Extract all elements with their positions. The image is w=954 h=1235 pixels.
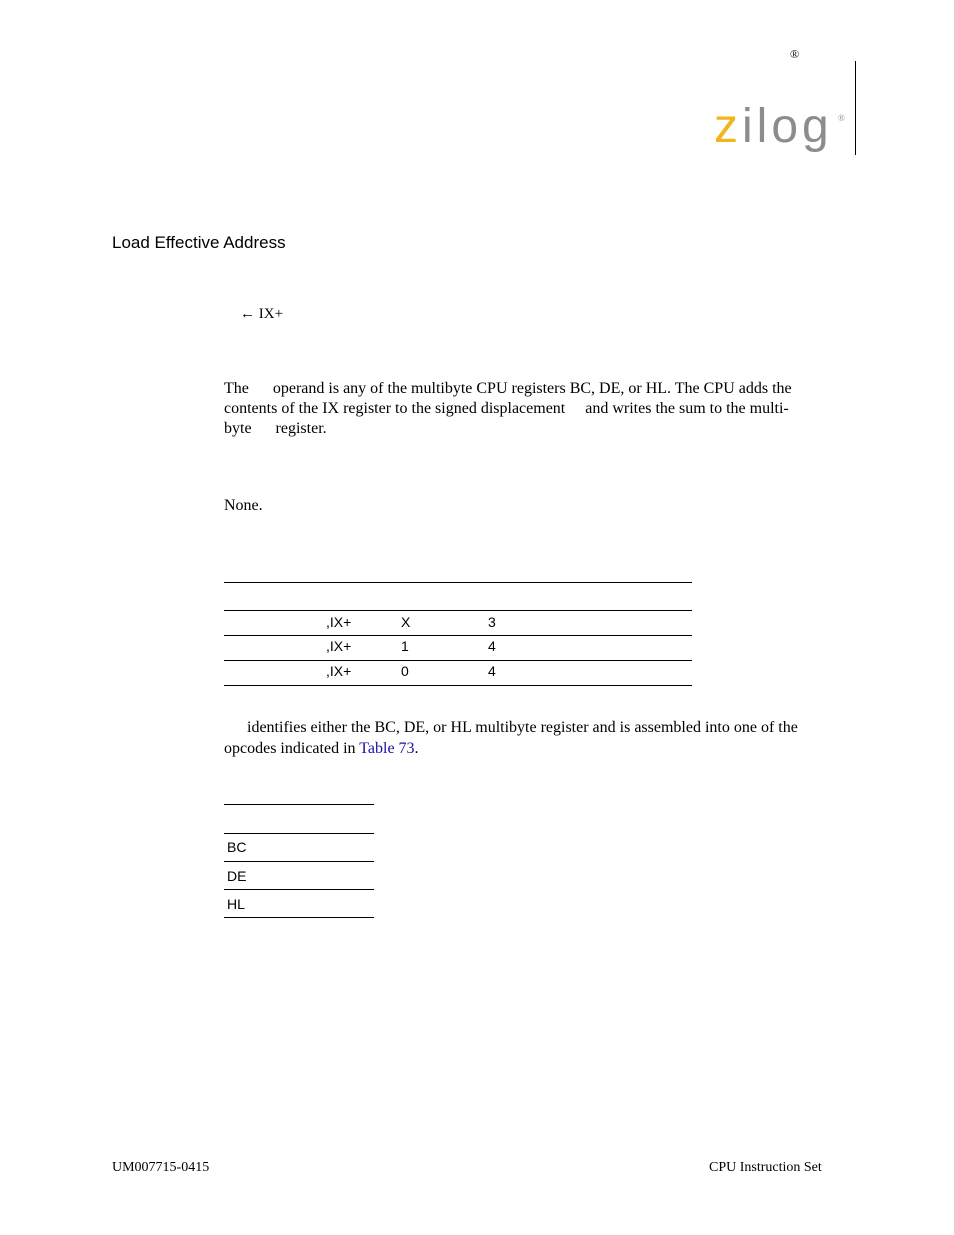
footer-doc-id: UM007715-0415 (112, 1160, 210, 1175)
registered-mark: ® (790, 47, 800, 61)
table-cell-operand: ,IX+ (326, 614, 352, 630)
note-line-2 (224, 739, 419, 759)
operation-expression: ← IX+ (240, 306, 284, 322)
description-line-3: byte register. (224, 420, 327, 437)
table-cell-cycles: 3 (488, 614, 496, 630)
table-cell-adl: 0 (401, 663, 409, 679)
table-cell-adl: X (401, 614, 411, 630)
table-rule (224, 610, 692, 611)
table-rule (224, 804, 374, 805)
table-rule (224, 917, 374, 918)
note-prefix: opcodes indicated in (224, 740, 360, 757)
table-cell-operand: ,IX+ (326, 663, 352, 679)
description-line-2: contents of the IX register to the signed displacement and writes the sum to the multi- (224, 400, 789, 417)
note-line-1: identifies either the BC, DE, or HL multibyte register and is assembled into one of the (247, 719, 798, 736)
description-line-1: The operand is any of the multibyte CPU registers BC, DE, or HL. The CPU adds the (224, 380, 792, 397)
table-rule (224, 861, 374, 862)
table-cell-cycles: 4 (488, 638, 496, 654)
register-cell: BC (227, 839, 247, 855)
logo-first-letter: z (714, 100, 742, 153)
table-cell-adl: 1 (401, 638, 409, 654)
table-73-link[interactable]: Table 73 (359, 740, 415, 757)
register-cell: HL (227, 896, 245, 912)
note-suffix: . (414, 740, 419, 757)
table-rule (224, 635, 692, 636)
footer-section: CPU Instruction Set (709, 1160, 822, 1175)
table-rule (224, 660, 692, 661)
header-divider (855, 61, 856, 155)
table-cell-operand: ,IX+ (326, 638, 352, 654)
table-rule (224, 685, 692, 686)
section-title: Load Effective Address (112, 233, 286, 252)
condition-bits-text: None. (224, 497, 263, 514)
table-rule (224, 582, 692, 583)
zilog-logo (714, 100, 833, 153)
table-rule (224, 833, 374, 834)
logo-rest: ilog (742, 100, 833, 153)
register-cell: DE (227, 868, 247, 884)
logo-registered-mark: ® (838, 113, 845, 123)
table-cell-cycles: 4 (488, 663, 496, 679)
table-rule (224, 889, 374, 890)
